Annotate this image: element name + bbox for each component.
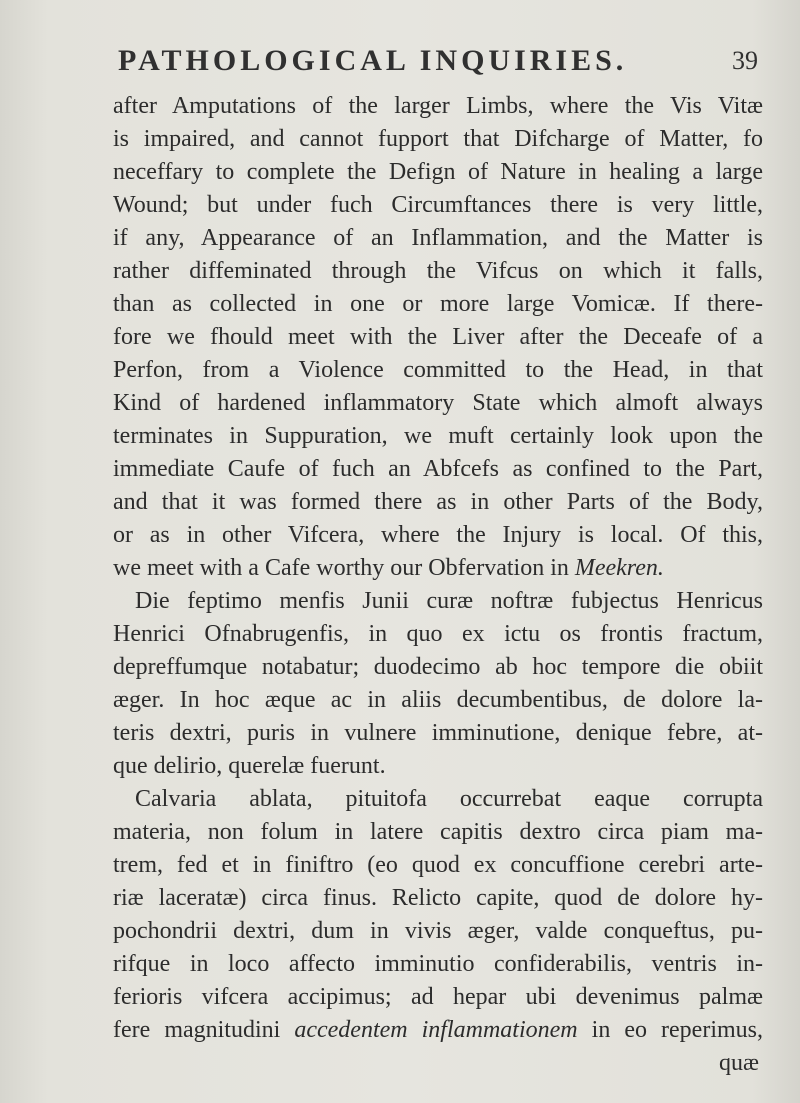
running-head [118, 44, 758, 84]
text-line-content: æger. In hoc æque ac in aliis decumbentibus, de dolore la- [113, 687, 763, 713]
text-line [113, 816, 763, 849]
text-line [113, 453, 763, 486]
text-line-content: we meet with a Cafe worthy our Obfervation in [113, 555, 575, 581]
page-number: 39 [732, 46, 758, 75]
text-line-content: neceffary to complete the Defign of Nature in healing a large [113, 159, 763, 185]
text-line-content: riæ laceratæ) circa finus. Relicto capite, quod de dolore hy- [113, 885, 763, 911]
text-line [113, 981, 763, 1014]
text-line-content: depreffumque notabatur; duodecimo ab hoc tempore die obiit [113, 654, 763, 680]
text-line [113, 717, 763, 750]
text-line-content: quæ [718, 1050, 759, 1076]
text-line-tail: in eo reperimus, [577, 1017, 763, 1043]
text-line [113, 354, 763, 387]
text-line [113, 618, 763, 651]
italic-text: Meekren. [574, 555, 664, 581]
text-line [113, 750, 763, 783]
text-line [113, 1047, 763, 1080]
text-line-content: if any, Appearance of an Inflammation, and the Matter is [113, 225, 763, 251]
text-line-content: after Amputations of the larger Limbs, where the Vis Vitæ [113, 93, 763, 119]
text-line [113, 387, 763, 420]
italic-text: accedentem inflammationem [294, 1017, 578, 1043]
text-line [113, 255, 763, 288]
text-line-content: Die feptimo menfis Junii curæ noftræ fubjectus Henricus [135, 588, 763, 614]
text-line-content: ferioris vifcera accipimus; ad hepar ubi devenimus palmæ [113, 984, 763, 1010]
text-line [113, 420, 763, 453]
text-line [113, 156, 763, 189]
text-line-content: trem, fed et in finiftro (eo quod ex concuffione cerebri arte- [113, 852, 763, 878]
text-line-content: immediate Caufe of fuch an Abfcefs as confined to the Part, [113, 456, 763, 482]
text-line-content: Henrici Ofnabrugenfis, in quo ex ictu os frontis fractum, [113, 621, 763, 647]
text-line [113, 915, 763, 948]
text-line [113, 189, 763, 222]
text-line [113, 552, 763, 585]
text-line [113, 1014, 763, 1047]
text-line [113, 651, 763, 684]
text-line-content: Wound; but under fuch Circumftances there is very little, [113, 192, 763, 218]
text-line-content: Calvaria ablata, pituitofa occurrebat eaque corrupta [135, 786, 763, 812]
text-line-content: or as in other Vifcera, where the Injury is local. Of this, [113, 522, 763, 548]
text-line-content: than as collected in one or more large Vomicæ. If there- [113, 291, 763, 317]
text-line [113, 288, 763, 321]
text-line-content: teris dextri, puris in vulnere imminutione, denique febre, at- [113, 720, 763, 746]
text-line-content: is impaired, and cannot fupport that Difcharge of Matter, fo [113, 126, 763, 152]
text-line [113, 882, 763, 915]
text-line [113, 684, 763, 717]
text-line [113, 222, 763, 255]
text-line-content: fore we fhould meet with the Liver after the Deceafe of a [113, 324, 763, 350]
text-line-content: materia, non folum in latere capitis dextro circa piam ma- [113, 819, 763, 845]
text-line-content: rifque in loco affecto imminutio confiderabilis, ventris in- [113, 951, 763, 977]
text-line [113, 585, 763, 618]
text-line [113, 519, 763, 552]
text-line [113, 849, 763, 882]
text-line-content: pochondrii dextri, dum in vivis æger, valde conqueftus, pu- [113, 918, 763, 944]
text-line-content: que delirio, querelæ fuerunt. [113, 753, 386, 779]
text-line-content: terminates in Suppuration, we muft certainly look upon the [113, 423, 763, 449]
text-line [113, 321, 763, 354]
text-line [113, 783, 763, 816]
text-line-content: fere magnitudini [113, 1017, 295, 1043]
text-line-content: and that it was formed there as in other Parts of the Body, [113, 489, 763, 515]
text-line [113, 90, 763, 123]
text-line-content: Kind of hardened inflammatory State which almoft always [113, 390, 763, 416]
running-head-title: PATHOLOGICAL INQUIRIES. [118, 44, 628, 77]
text-line [113, 123, 763, 156]
text-line-content: Perfon, from a Violence committed to the Head, in that [113, 357, 763, 383]
text-line [113, 948, 763, 981]
text-line-content: rather diffeminated through the Vifcus on which it falls, [113, 258, 763, 284]
body-text [113, 90, 763, 1080]
text-line [113, 486, 763, 519]
